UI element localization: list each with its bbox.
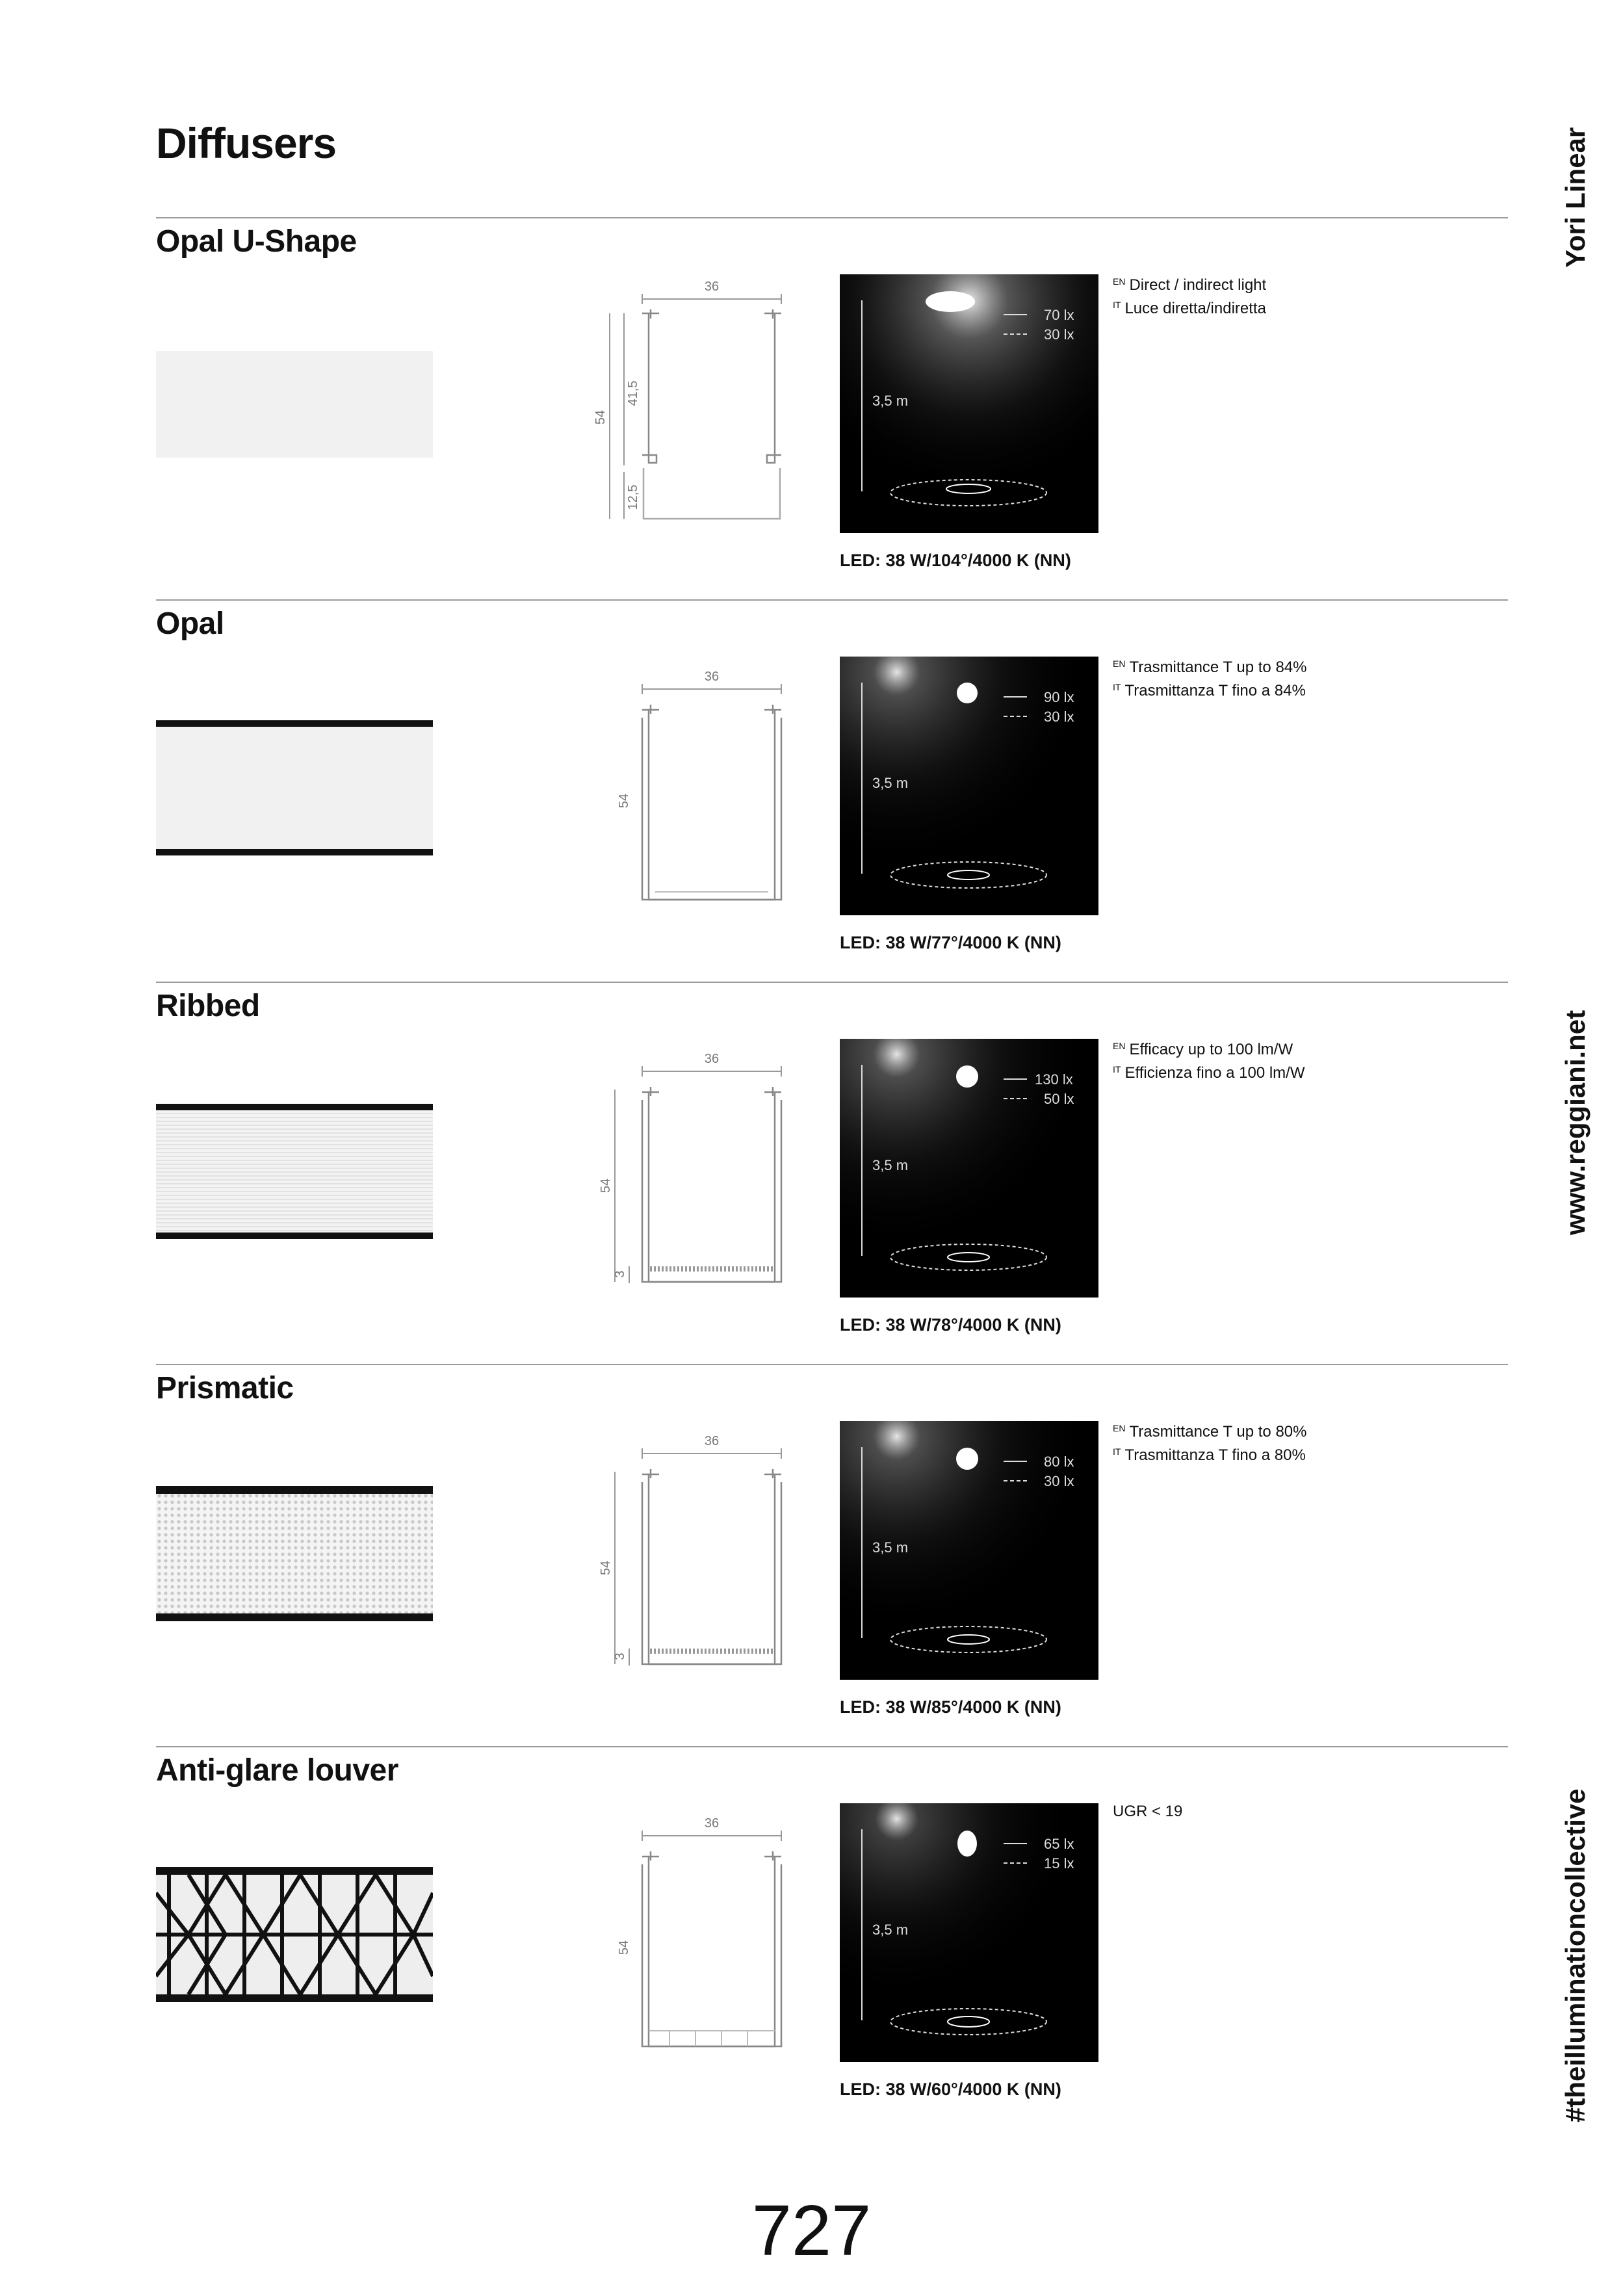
lux-primary: 80 lx — [1044, 1454, 1074, 1470]
note-it: Luce diretta/indiretta — [1124, 300, 1266, 317]
note-en: Trasmittance T up to 80% — [1129, 1423, 1307, 1441]
light-distribution-photo-prismatic — [840, 1421, 1098, 1680]
lux-primary: 90 lx — [1044, 689, 1074, 705]
section-title-opal-u-shape: Opal U-Shape — [156, 224, 357, 259]
profile-drawing-prismatic — [578, 1420, 812, 1676]
distance: 3,5 m — [872, 393, 909, 409]
note-en: Trasmittance T up to 84% — [1129, 659, 1307, 676]
sidebar-website-link[interactable]: www.reggiani.net — [1560, 1010, 1591, 1235]
section-notes: $^{EN}$ Direct / indirect light $^{IT}$ Luce diretta/indiretta — [1113, 276, 1267, 317]
note-en: Direct / indirect light — [1129, 276, 1267, 294]
led-spec: LED: 38 W/85°/4000 K (NN) — [840, 1697, 1061, 1717]
distance: 3,5 m — [872, 775, 909, 791]
lux-primary: 130 lx — [1035, 1071, 1073, 1088]
diffuser-swatch-opal — [156, 720, 433, 855]
section-title-prismatic: Prismatic — [156, 1371, 294, 1405]
section-title-opal: Opal — [156, 607, 224, 641]
distance: 3,5 m — [872, 1922, 909, 1938]
sidebar-hashtag: #theilluminationcollective — [1560, 1788, 1591, 2122]
diffuser-swatch-prismatic — [156, 1486, 433, 1621]
note-it: Trasmittanza T fino a 84% — [1124, 682, 1306, 699]
light-distribution-photo-opal — [840, 657, 1098, 915]
section-divider — [156, 1746, 1508, 1747]
dim-width: 36 — [704, 670, 720, 684]
dim-lower: 3 — [613, 1652, 627, 1660]
distance: 3,5 m — [872, 1157, 909, 1173]
note-it: Efficienza fino a 100 lm/W — [1124, 1064, 1305, 1082]
lux-primary: 70 lx — [1044, 307, 1074, 323]
dim-upper: 41,5 — [626, 380, 640, 406]
section-divider — [156, 217, 1508, 218]
note-it: Trasmittanza T fino a 80% — [1124, 1446, 1306, 1464]
sidebar-product-label: Yori Linear — [1560, 127, 1591, 268]
section-title-ribbed: Ribbed — [156, 989, 260, 1023]
note-ugr: UGR < 19 — [1113, 1803, 1183, 1820]
section-notes: $^{EN}$ Trasmittance T up to 80% $^{IT}$ Trasmittanza T fino a 80% — [1113, 1423, 1307, 1464]
led-spec: LED: 38 W/77°/4000 K (NN) — [840, 933, 1061, 952]
section-notes — [1113, 1802, 1182, 1821]
dim-height: 54 — [599, 1178, 613, 1194]
profile-drawing-ribbed — [578, 1037, 812, 1294]
light-distribution-photo-anti-glare-louver — [840, 1803, 1098, 2062]
section-notes: $^{EN}$ Trasmittance T up to 84% $^{IT}$ Trasmittanza T fino a 84% — [1113, 659, 1307, 699]
page-title: Diffusers — [156, 119, 337, 167]
diffuser-swatch-anti-glare-louver — [156, 1867, 433, 2002]
dim-height: 54 — [617, 793, 631, 809]
section-divider — [156, 1364, 1508, 1365]
distance: 3,5 m — [872, 1539, 909, 1556]
lux-secondary: 30 lx — [1044, 1473, 1074, 1489]
dim-width: 36 — [704, 1816, 720, 1831]
lux-secondary: 30 lx — [1044, 709, 1074, 725]
led-spec: LED: 38 W/78°/4000 K (NN) — [840, 1315, 1061, 1335]
dim-lower: 12,5 — [626, 484, 640, 510]
led-spec: LED: 38 W/60°/4000 K (NN) — [840, 2080, 1061, 2099]
light-distribution-photo-ribbed — [840, 1039, 1098, 1298]
dim-width: 36 — [704, 280, 720, 294]
section-divider — [156, 599, 1508, 601]
led-spec: LED: 38 W/104°/4000 K (NN) — [840, 551, 1071, 570]
dim-lower: 3 — [613, 1270, 627, 1278]
diffuser-swatch-ribbed — [156, 1104, 433, 1239]
dim-width: 36 — [704, 1434, 720, 1448]
profile-drawing-opal — [578, 655, 812, 912]
lux-secondary: 50 lx — [1044, 1091, 1074, 1107]
dim-height: 54 — [599, 1560, 613, 1576]
profile-drawing-opal-u-shape — [578, 273, 812, 530]
section-title-anti-glare-louver: Anti-glare louver — [156, 1753, 398, 1788]
dim-width: 36 — [704, 1052, 720, 1066]
lux-secondary: 30 lx — [1044, 326, 1074, 343]
page-number: 727 — [751, 2191, 872, 2271]
light-distribution-photo-opal-u-shape — [840, 274, 1098, 533]
lux-primary: 65 lx — [1044, 1836, 1074, 1852]
note-en: Efficacy up to 100 lm/W — [1129, 1041, 1293, 1058]
section-notes: $^{EN}$ Efficacy up to 100 lm/W $^{IT}$ Efficienza fino a 100 lm/W — [1113, 1041, 1305, 1082]
diffuser-swatch-opal-u-shape — [156, 351, 433, 458]
section-divider — [156, 982, 1508, 983]
dim-height: 54 — [593, 410, 608, 425]
lux-secondary: 15 lx — [1044, 1855, 1074, 1872]
dim-height: 54 — [617, 1940, 631, 1955]
profile-drawing-anti-glare-louver — [578, 1802, 812, 2059]
